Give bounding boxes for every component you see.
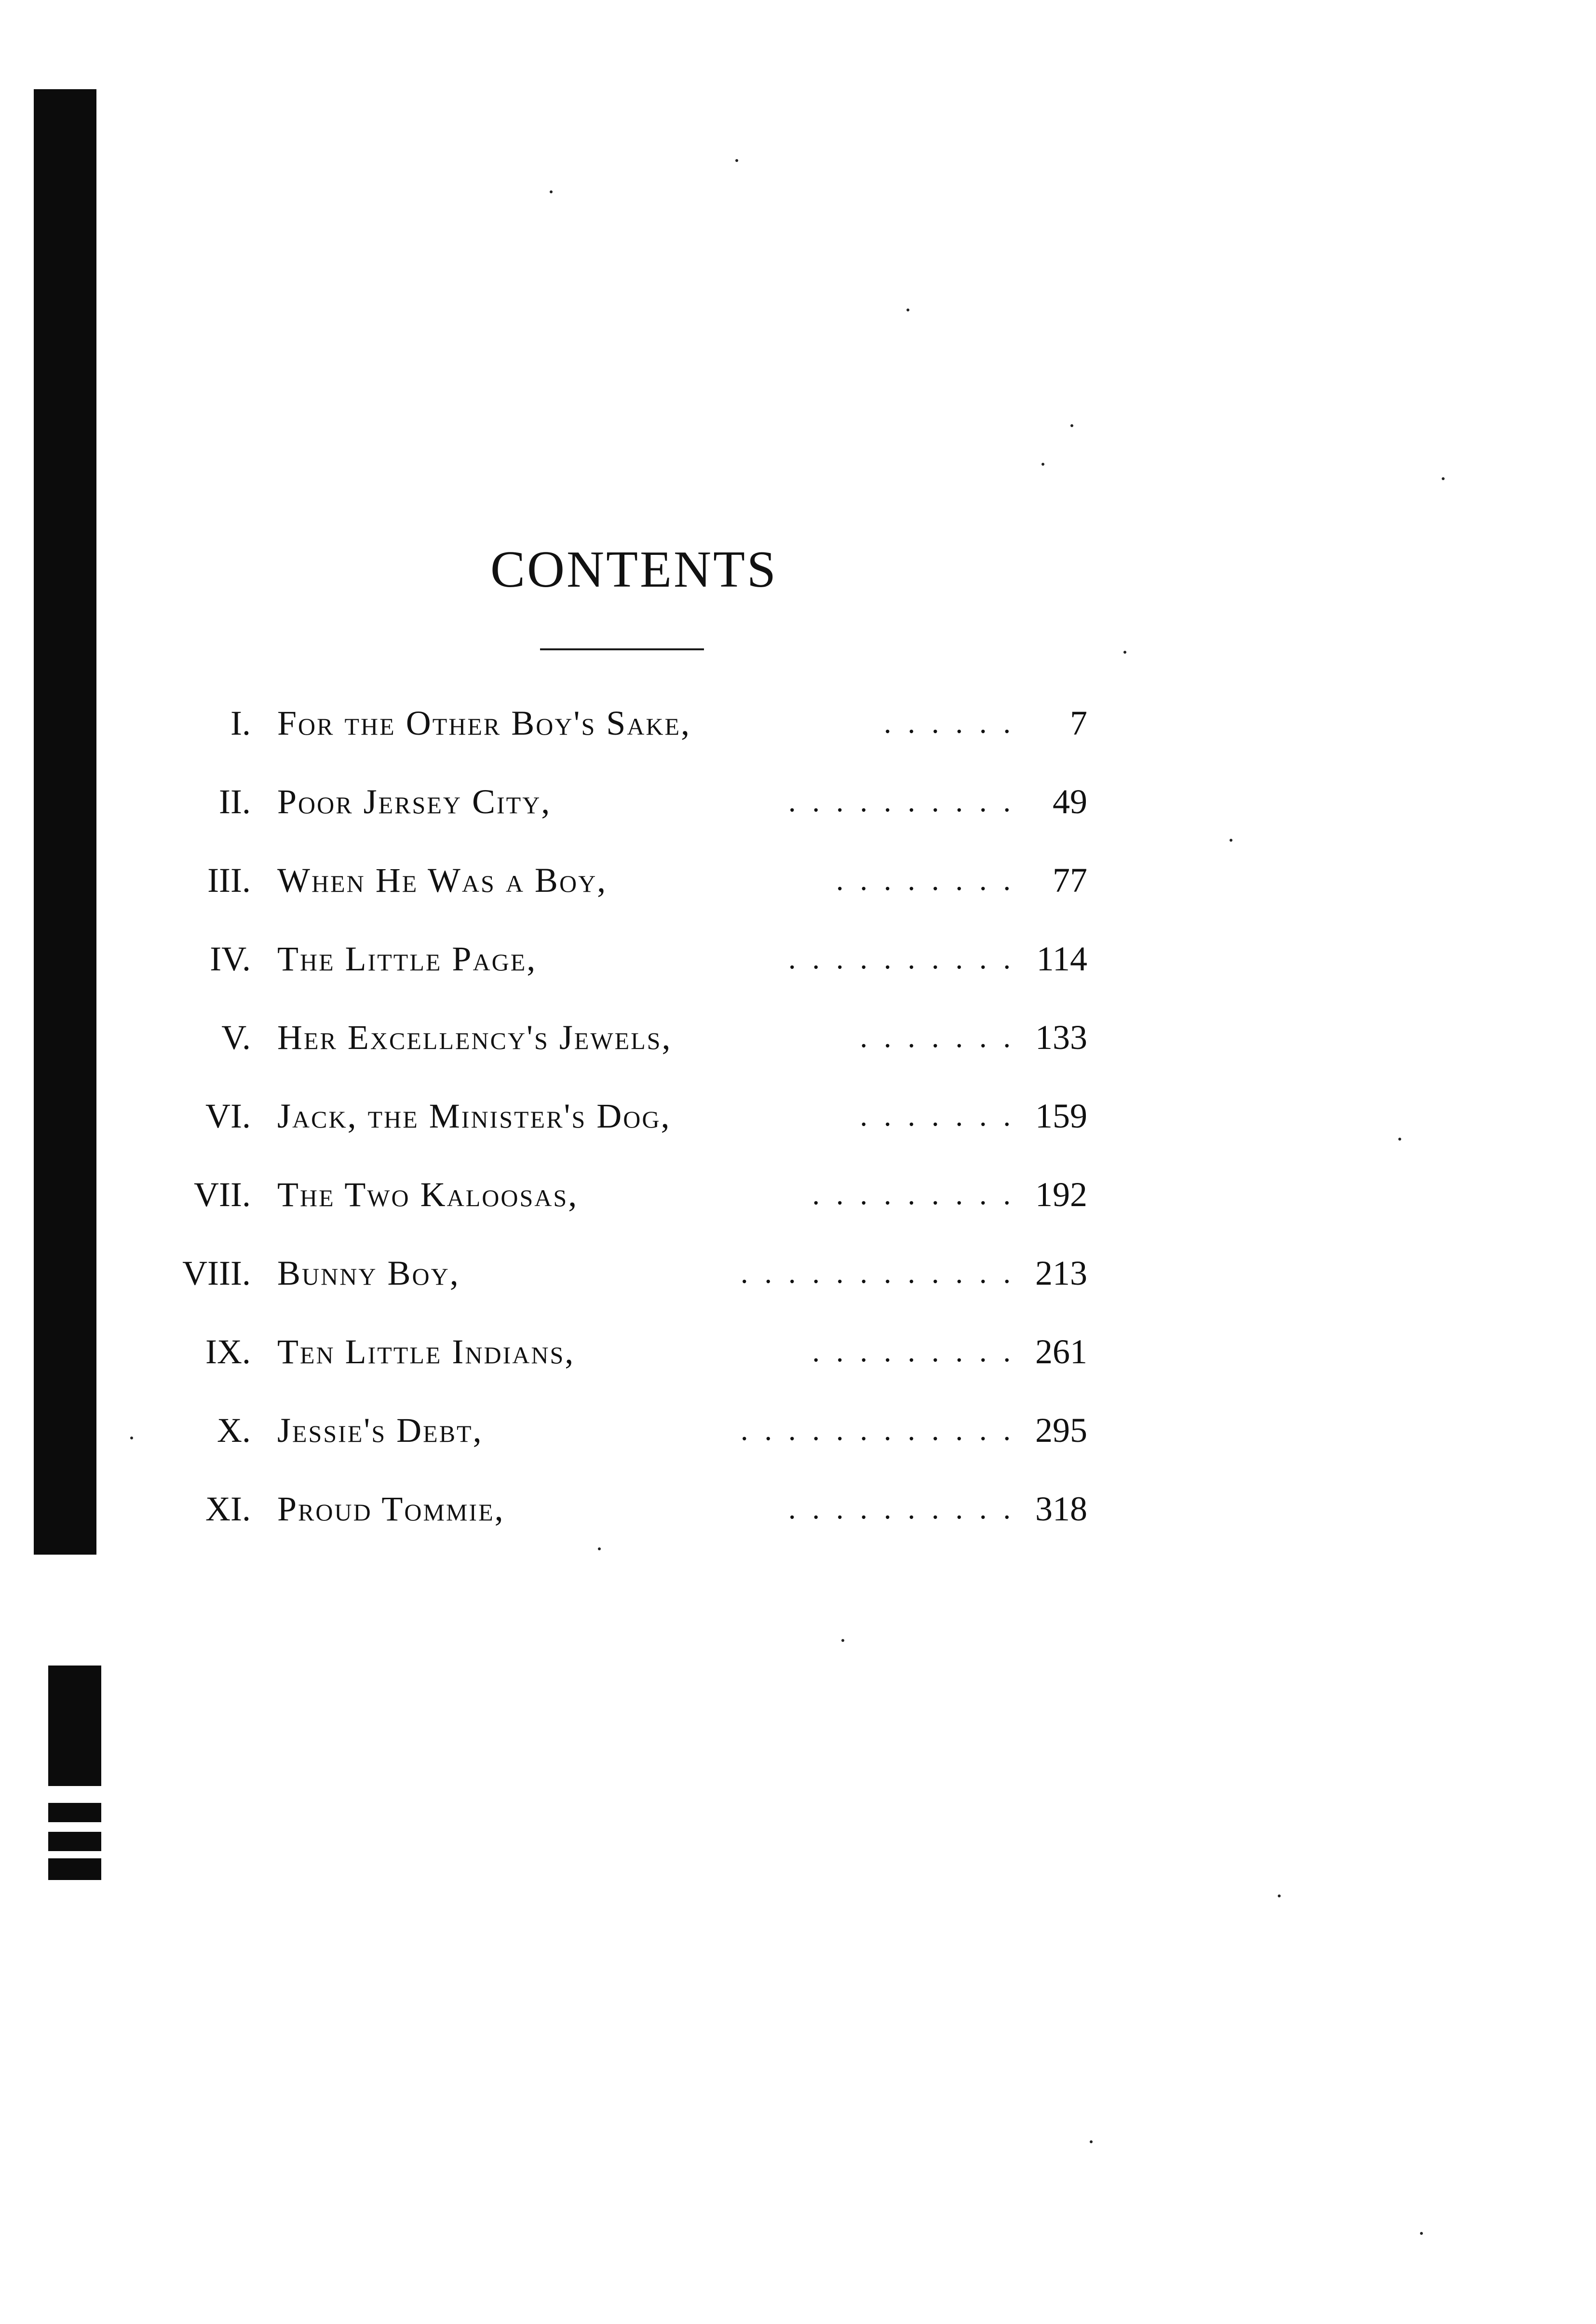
chapter-numeral: VII. (194, 1175, 251, 1214)
scan-artifact-block (48, 1832, 101, 1851)
dot-leader: ........ (836, 864, 1027, 897)
chapter-numeral: XI. (205, 1490, 251, 1528)
chapter-numeral: IV. (210, 940, 251, 978)
chapter-title: For the Other Boy's Sake, (277, 704, 691, 742)
toc-entry (0, 1166, 1109, 1244)
page-number: 318 (1035, 1490, 1087, 1528)
paper-speck (1398, 1138, 1401, 1141)
chapter-title: Her Excellency's Jewels, (277, 1018, 672, 1057)
page-number: 49 (1053, 782, 1087, 821)
paper-speck (1230, 839, 1232, 842)
dot-leader: ....... (860, 1021, 1027, 1054)
page-number: 159 (1035, 1097, 1087, 1135)
dot-leader: .......... (788, 785, 1027, 818)
page-number: 114 (1036, 940, 1087, 978)
chapter-numeral: II. (219, 782, 251, 821)
dot-leader: ............ (741, 1257, 1027, 1290)
page-title: CONTENTS (490, 541, 778, 598)
chapter-title: The Little Page, (277, 940, 537, 978)
chapter-title: The Two Kaloosas, (277, 1175, 579, 1214)
dot-leader: ...... (884, 707, 1027, 739)
page-number: 77 (1053, 861, 1087, 900)
chapter-numeral: I. (230, 704, 251, 742)
chapter-title: Proud Tommie, (277, 1490, 505, 1528)
paper-speck (1442, 477, 1445, 480)
page-number: 213 (1035, 1254, 1087, 1292)
dot-leader: ......... (812, 1335, 1027, 1368)
scan-artifact-block (48, 1858, 101, 1880)
paper-speck (1123, 651, 1126, 654)
scan-artifact-block (48, 1666, 101, 1786)
dot-leader: .......... (788, 942, 1027, 975)
paper-speck (1070, 424, 1073, 427)
toc-entry (0, 1244, 1109, 1323)
dot-leader: ......... (812, 1178, 1027, 1211)
paper-speck (735, 159, 738, 162)
table-of-contents (0, 694, 1109, 1558)
toc-entry (0, 930, 1109, 1008)
chapter-title: Bunny Boy, (277, 1254, 460, 1292)
paper-speck (1090, 2140, 1093, 2143)
toc-entry (0, 1323, 1109, 1401)
chapter-numeral: VIII. (182, 1254, 251, 1292)
toc-entry (0, 773, 1109, 851)
page-number: 133 (1035, 1018, 1087, 1057)
paper-speck (841, 1639, 844, 1642)
toc-entry (0, 1480, 1109, 1558)
toc-entry (0, 1008, 1109, 1087)
paper-speck (906, 309, 909, 311)
paper-speck (1278, 1894, 1281, 1897)
chapter-title: When He Was a Boy, (277, 861, 608, 900)
page-number: 261 (1035, 1332, 1087, 1371)
paper-speck (550, 190, 553, 193)
toc-entry (0, 851, 1109, 930)
toc-entry (0, 1087, 1109, 1166)
chapter-numeral: III. (207, 861, 251, 900)
toc-entry (0, 1401, 1109, 1480)
chapter-title: Jessie's Debt, (277, 1411, 483, 1450)
toc-entry (0, 694, 1109, 773)
scan-artifact-block (48, 1803, 101, 1822)
chapter-title: Jack, the Minister's Dog, (277, 1097, 671, 1135)
chapter-numeral: X. (217, 1411, 251, 1450)
chapter-title: Poor Jersey City, (277, 782, 552, 821)
dot-leader: .......... (788, 1492, 1027, 1525)
paper-speck (1420, 2232, 1423, 2235)
page-number: 192 (1035, 1175, 1087, 1214)
chapter-numeral: V. (221, 1018, 251, 1057)
dot-leader: ............ (741, 1414, 1027, 1447)
page-number: 295 (1035, 1411, 1087, 1450)
page-number: 7 (1070, 704, 1087, 742)
dot-leader: ....... (860, 1100, 1027, 1132)
chapter-title: Ten Little Indians, (277, 1332, 575, 1371)
paper-speck (1041, 463, 1044, 466)
chapter-numeral: VI. (205, 1097, 251, 1135)
title-rule (540, 648, 704, 650)
chapter-numeral: IX. (205, 1332, 251, 1371)
